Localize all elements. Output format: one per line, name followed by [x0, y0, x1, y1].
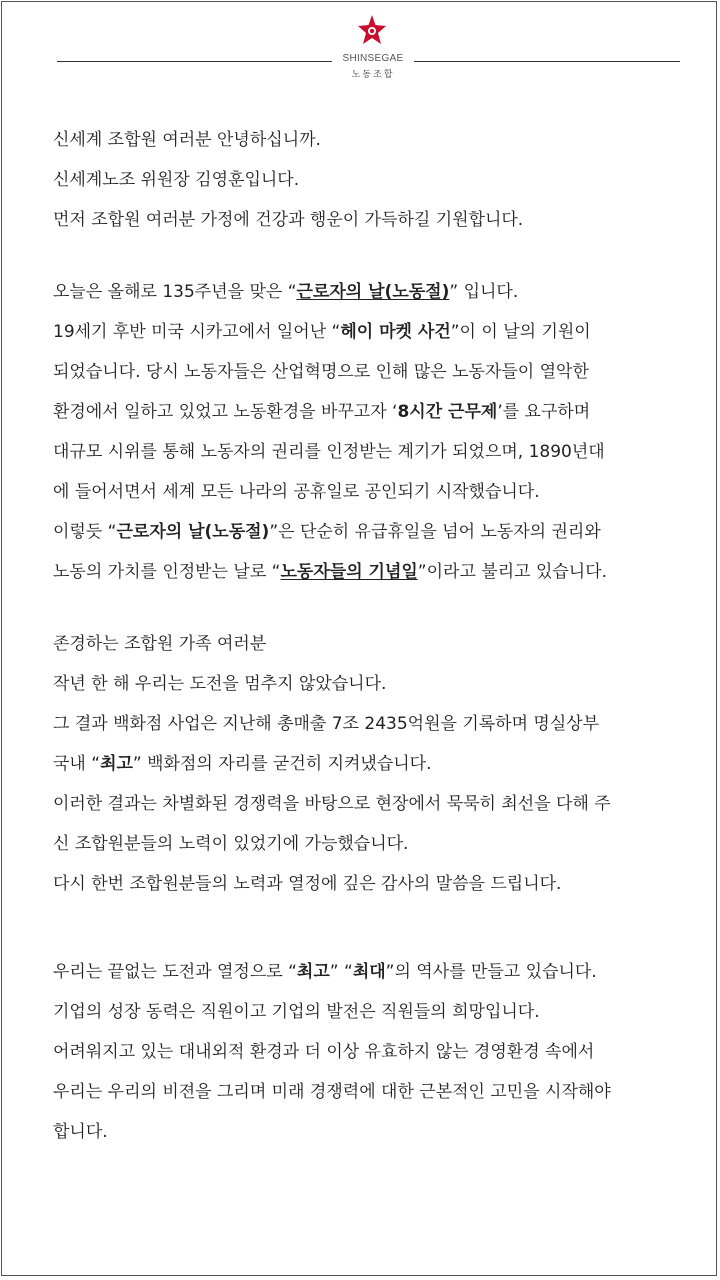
text-line: 우리는 끝없는 도전과 열정으로 “최고” “최대”의 역사를 만들고 있습니다.	[53, 962, 597, 982]
text-line: 그 결과 백화점 사업은 지난해 총매출 7조 2435억원을 기록하며 명실상부	[53, 714, 600, 734]
text-line: 존경하는 조합원 가족 여러분	[53, 634, 267, 654]
text-line: 신세계노조 위원장 김영훈입니다.	[53, 170, 300, 190]
text-line: 먼저 조합원 여러분 가정에 건강과 행운이 가득하길 기원합니다.	[53, 210, 524, 230]
text-line: 어려워지고 있는 대내외적 환경과 더 이상 유효하지 않는 경영환경 속에서	[53, 1042, 595, 1062]
emphasis: 최대	[352, 962, 386, 982]
text-line: 환경에서 일하고 있었고 노동환경을 바꾸고자 ‘8시간 근무제’를 요구하며	[53, 402, 591, 422]
text-line: 합니다.	[53, 1122, 108, 1142]
emphasis: 8시간 근무제	[397, 402, 498, 422]
emphasis: 노동자들의 기념일	[280, 562, 418, 582]
text-line: 다시 한번 조합원분들의 노력과 열정에 깊은 감사의 말씀을 드립니다.	[53, 874, 562, 894]
text-line: 19세기 후반 미국 시카고에서 일어난 “헤이 마켓 사건”이 이 날의 기원이	[53, 322, 591, 342]
header-divider-right	[414, 61, 680, 62]
text-line: 기업의 성장 동력은 직원이고 기업의 발전은 직원들의 희망입니다.	[53, 1002, 540, 1022]
emphasis: 근로자의 날(노동절)	[116, 522, 270, 542]
text-line: 신 조합원분들의 노력이 있었기에 가능했습니다.	[53, 834, 409, 854]
text-line: 신세계 조합원 여러분 안녕하십니까.	[53, 130, 321, 150]
text-line: 노동의 가치를 인정받는 날로 “노동자들의 기념일”이라고 불리고 있습니다.	[53, 562, 608, 582]
paragraph-gap	[53, 592, 693, 624]
emphasis: 최고	[100, 754, 133, 774]
text-line: 국내 “최고” 백화점의 자리를 굳건히 지켜냈습니다.	[53, 754, 432, 774]
letter-body	[53, 120, 693, 1152]
text-line: 오늘은 올해로 135주년을 맞은 “근로자의 날(노동절)” 입니다.	[53, 282, 519, 302]
paragraph-gap	[53, 240, 693, 272]
emphasis: 최고	[296, 962, 330, 982]
letter-frame	[1, 1, 717, 1276]
header	[2, 12, 718, 92]
emphasis: 근로자의 날(노동절)	[296, 282, 450, 302]
red-flower-star-icon	[354, 12, 390, 52]
text-line: 되었습니다. 당시 노동자들은 산업혁명으로 인해 많은 노동자들이 열악한	[53, 362, 589, 382]
text-line: 에 들어서면서 세계 모든 나라의 공휴일로 공인되기 시작했습니다.	[53, 482, 540, 502]
brand-sub: 노동조합	[351, 70, 395, 80]
header-divider-left	[57, 61, 332, 62]
text-line: 이렇듯 “근로자의 날(노동절)”은 단순히 유급휴일을 넘어 노동자의 권리와	[53, 522, 601, 542]
text-line: 이러한 결과는 차별화된 경쟁력을 바탕으로 현장에서 묵묵히 최선을 다해 주	[53, 794, 611, 814]
text-line: 우리는 우리의 비젼을 그리며 미래 경쟁력에 대한 근본적인 고민을 시작해야	[53, 1082, 611, 1102]
emphasis: 헤이 마켓 사건	[340, 322, 451, 342]
brand-name: SHINSEGAE	[342, 53, 404, 64]
text-line: 작년 한 해 우리는 도전을 멈추지 않았습니다.	[53, 674, 387, 694]
text-line: 대규모 시위를 통해 노동자의 권리를 인정받는 계기가 되었으며, 1890년대	[53, 442, 605, 462]
paragraph-gap	[53, 904, 693, 952]
